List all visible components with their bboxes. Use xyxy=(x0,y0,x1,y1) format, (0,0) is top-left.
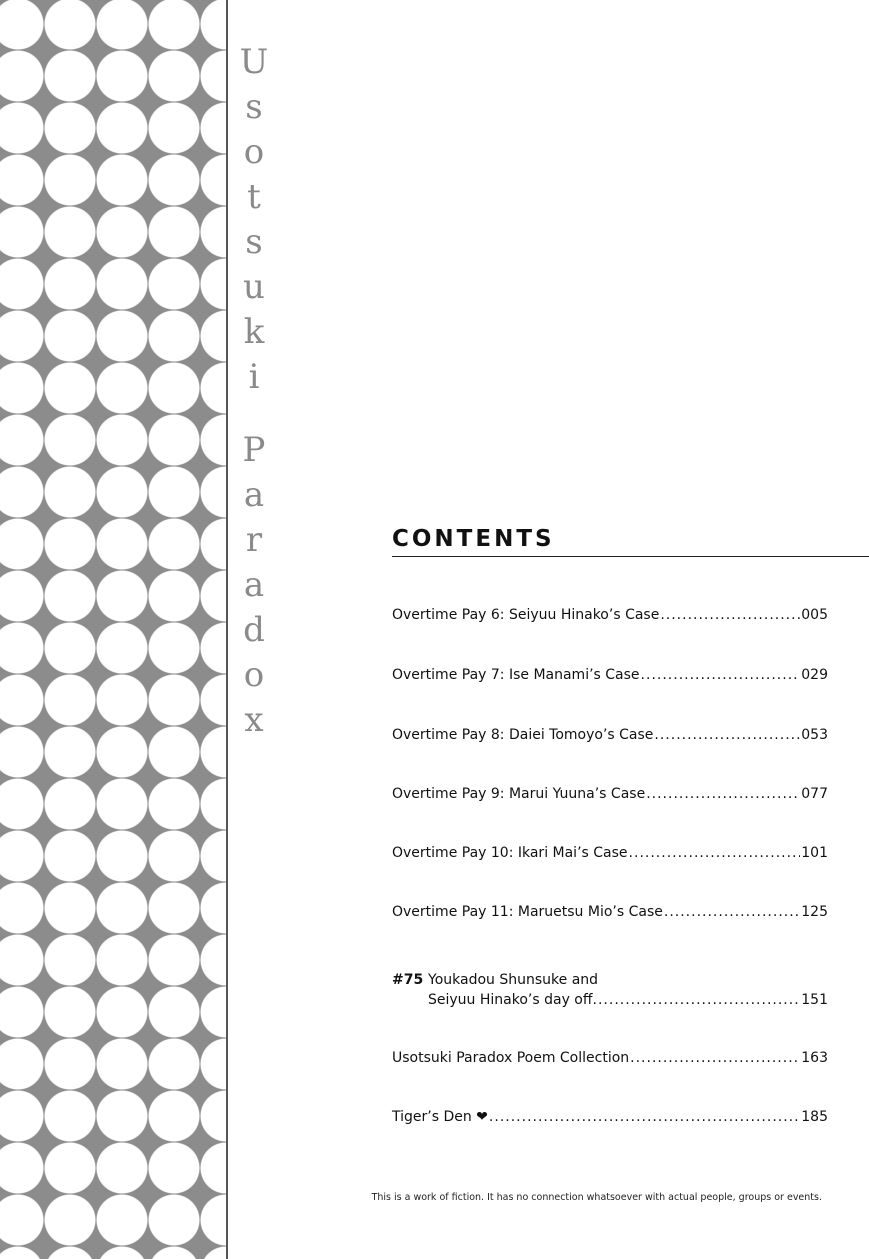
extra-entry-text-line1: Youkadou Shunsuke and xyxy=(428,972,599,988)
toc-entry xyxy=(392,727,828,743)
toc-entry xyxy=(392,786,828,802)
dot-leader xyxy=(654,727,800,743)
dot-leader xyxy=(629,845,801,861)
vertical-title-glyph: i xyxy=(248,357,260,397)
toc-entry-title: Overtime Pay 8: Daiei Tomoyo’s Case xyxy=(392,727,654,743)
vertical-title-glyph: t xyxy=(247,177,261,217)
vertical-title-glyph: x xyxy=(244,700,264,740)
extra-entry-number: #75 xyxy=(392,972,424,988)
vertical-title-glyph: P xyxy=(242,430,266,470)
dot-leader xyxy=(641,667,801,683)
extra-entry-line1 xyxy=(392,972,598,988)
toc-entry-title: Overtime Pay 10: Ikari Mai’s Case xyxy=(392,845,628,861)
toc-entry-page: 053 xyxy=(801,727,828,743)
dot-leader xyxy=(630,1050,800,1066)
toc-entry-page: 185 xyxy=(801,1109,828,1125)
heading-rule xyxy=(392,556,869,557)
extra-entry-text-line2: Seiyuu Hinako’s day off. xyxy=(428,992,597,1008)
toc-entry-title: Tiger’s Den ❤ xyxy=(392,1109,488,1125)
dot-leader xyxy=(664,904,800,920)
toc-entry-title: Overtime Pay 9: Marui Yuuna’s Case xyxy=(392,786,646,802)
vertical-title-glyph: d xyxy=(243,610,265,650)
toc-entry-page: 163 xyxy=(801,1050,828,1066)
toc-entry-page: 151 xyxy=(801,992,828,1008)
toc-entry xyxy=(392,904,828,920)
toc-entry-page: 077 xyxy=(801,786,828,802)
toc-entry-page: 005 xyxy=(801,607,828,623)
dot-leader xyxy=(598,992,800,1008)
vertical-title-glyph: o xyxy=(243,655,265,695)
dot-leader xyxy=(489,1109,800,1125)
vertical-title-glyph: u xyxy=(243,267,265,307)
disclaimer-text: This is a work of fiction. It has no connection whatsoever with actual people, groups or events. xyxy=(371,1192,822,1203)
toc-entry-page: 125 xyxy=(801,904,828,920)
decorative-pattern-strip xyxy=(0,0,226,1259)
vertical-title-glyph: U xyxy=(239,42,269,82)
contents-heading: CONTENTS xyxy=(392,526,555,552)
toc-entry xyxy=(392,607,828,623)
toc-entry-title: Overtime Pay 11: Maruetsu Mio’s Case xyxy=(392,904,663,920)
toc-entry-tiger xyxy=(392,1109,828,1125)
vertical-title-glyph: a xyxy=(243,565,265,605)
toc-entry-title: Overtime Pay 7: Ise Manami’s Case xyxy=(392,667,640,683)
vertical-title-glyph: r xyxy=(245,520,263,560)
vertical-title-glyph: o xyxy=(243,132,265,172)
toc-entry-poem xyxy=(392,1050,828,1066)
vertical-title-glyph: s xyxy=(245,222,263,262)
strip-border xyxy=(226,0,228,1259)
vertical-title-glyph: k xyxy=(243,312,265,352)
dot-leader xyxy=(646,786,800,802)
vertical-title-glyph: a xyxy=(243,475,265,515)
dot-leader xyxy=(660,607,800,623)
extra-entry-line2 xyxy=(428,992,828,1008)
vertical-title-glyph: s xyxy=(245,87,263,127)
vertical-title xyxy=(236,40,272,743)
toc-entry-title: Usotsuki Paradox Poem Collection xyxy=(392,1050,630,1066)
toc-entry-title: Overtime Pay 6: Seiyuu Hinako’s Case xyxy=(392,607,660,623)
toc-entry xyxy=(392,845,828,861)
toc-entry xyxy=(392,667,828,683)
toc-entry-page: 101 xyxy=(801,845,828,861)
vertical-title-glyph xyxy=(249,400,260,428)
toc-entry-page: 029 xyxy=(801,667,828,683)
